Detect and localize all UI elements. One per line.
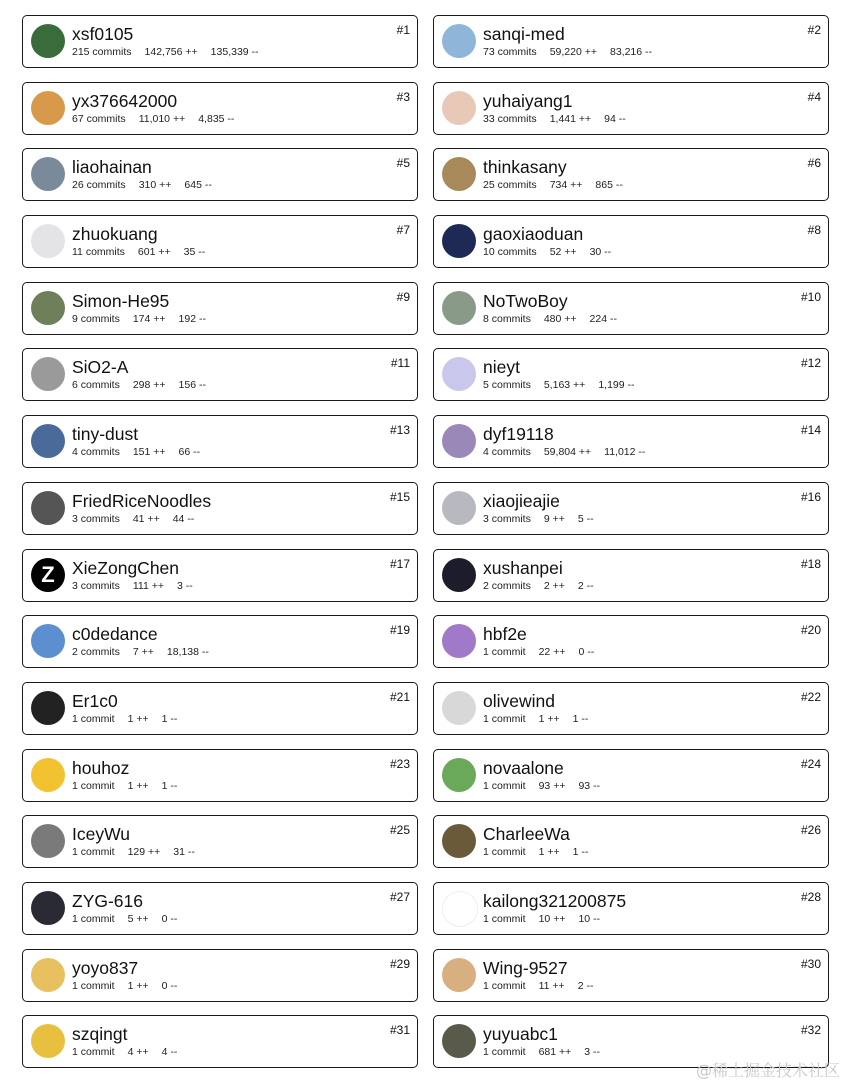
contributor-name[interactable]: NoTwoBoy [483,290,568,311]
rank-badge: #25 [389,823,410,838]
contributor-name[interactable]: IceyWu [72,824,131,845]
contributor-name[interactable]: yoyo837 [72,957,139,978]
deletions-count: 3 -- [584,1046,601,1059]
deletions-count: 3 -- [177,579,193,592]
additions-count: 111 ++ [132,579,164,592]
contributor-stats [72,580,206,593]
commit-count: 1 commit [483,979,526,992]
avatar[interactable] [31,24,65,58]
avatar[interactable] [442,91,476,125]
avatar[interactable] [442,558,476,592]
contributor-stats [483,713,601,726]
rank-badge: #19 [389,623,410,638]
contributor-stats [483,246,624,259]
deletions-count: 44 -- [172,512,195,525]
commit-count: 1 commit [483,1046,526,1059]
avatar[interactable] [442,624,476,658]
commit-count: 8 commits [483,312,531,325]
rank-badge: #1 [396,23,410,37]
contributor-stats [72,913,190,926]
additions-count: 93 ++ [538,779,566,792]
additions-count: 10 ++ [538,912,566,925]
rank-badge: #21 [389,689,410,704]
contributor-card[interactable] [22,348,418,401]
contributor-stats [72,646,222,659]
contributor-card[interactable] [433,749,829,802]
contributor-stats [483,313,630,326]
avatar[interactable] [442,891,478,927]
rank-badge: #18 [800,556,821,571]
additions-count: 1,441 ++ [549,112,592,125]
additions-count: 5,163 ++ [543,379,586,392]
contributor-card[interactable] [433,282,829,335]
contributor-card[interactable] [22,15,418,68]
deletions-count: 0 -- [578,646,595,659]
deletions-count: 0 -- [161,912,178,925]
additions-count: 142,756 ++ [144,46,198,58]
additions-count: 52 ++ [549,246,577,259]
contributor-name[interactable]: xsf0105 [72,24,134,44]
avatar[interactable] [442,758,476,792]
rank-badge: #31 [389,1023,410,1038]
commit-count: 10 commits [483,246,537,259]
additions-count: 2 ++ [543,579,565,592]
contributor-name[interactable]: gaoxiaoduan [483,224,584,245]
commit-count: 2 commits [72,646,120,659]
contributor-name[interactable]: Simon-He95 [72,290,170,311]
avatar-letter: Z [41,561,55,587]
contributor-card[interactable] [433,348,829,401]
deletions-count: 83,216 -- [609,46,653,58]
commit-count: 1 commit [483,912,526,925]
commit-count: 1 commit [72,779,115,792]
additions-count: 59,220 ++ [549,46,597,58]
rank-badge: #20 [800,623,821,638]
contributor-stats [483,846,601,859]
deletions-count: 1 -- [572,712,589,725]
commit-count: 215 commits [72,46,132,58]
avatar[interactable] [31,691,65,725]
commit-count: 67 commits [72,112,126,125]
deletions-count: 66 -- [178,446,201,459]
rank-badge: #24 [800,756,821,771]
additions-count: 5 ++ [127,912,149,925]
contributor-name[interactable]: zhuokuang [72,224,158,245]
contributor-card[interactable] [22,949,418,1002]
rank-badge: #3 [396,89,410,104]
additions-count: 480 ++ [543,312,577,325]
avatar[interactable] [442,224,476,258]
contributor-name[interactable]: kailong321200875 [483,890,627,911]
commit-count: 33 commits [483,112,537,125]
contributor-stats [72,113,247,126]
contributor-name[interactable]: CharleeWa [483,824,570,845]
commit-count: 1 commit [72,979,115,992]
contributor-name[interactable]: sanqi-med [483,24,565,44]
contributor-card[interactable] [433,882,829,935]
rank-badge: #16 [800,489,821,504]
rank-badge: #9 [396,289,410,304]
contributor-name[interactable]: xiaojieajie [483,490,560,511]
deletions-count: 1,199 -- [598,379,635,392]
contributor-card[interactable] [22,1015,418,1068]
contributor-name[interactable]: ZYG-616 [72,890,143,911]
contributor-name[interactable]: olivewind [483,690,555,711]
deletions-count: 10 -- [578,912,601,925]
avatar[interactable] [442,1024,476,1058]
rank-badge: #22 [800,689,821,704]
contributor-stats [72,313,219,326]
deletions-count: 4 -- [161,1046,178,1059]
additions-count: 1 ++ [127,979,149,992]
contributor-card[interactable] [22,482,418,535]
rank-badge: #12 [800,356,821,371]
contributor-card[interactable] [22,82,418,135]
deletions-count: 1 -- [572,846,589,859]
contributor-name[interactable]: houhoz [72,757,130,778]
contributor-stats [483,513,607,526]
contributor-stats [483,446,658,459]
additions-count: 734 ++ [549,179,583,192]
avatar[interactable] [31,891,65,925]
additions-count: 9 ++ [543,512,565,525]
commit-count: 3 commits [72,512,120,525]
contributor-name[interactable]: xushanpei [483,557,563,578]
additions-count: 174 ++ [132,312,166,325]
rank-badge: #32 [800,1023,821,1038]
contributor-card[interactable] [22,148,418,201]
commit-count: 26 commits [72,179,126,192]
contributor-name[interactable]: Er1c0 [72,690,118,711]
commit-count: 1 commit [483,779,526,792]
contributors-grid [22,15,829,1068]
avatar[interactable] [442,491,476,525]
contributor-name[interactable]: tiny-dust [72,424,139,445]
additions-count: 151 ++ [132,446,166,459]
rank-badge: #26 [800,823,821,838]
avatar[interactable] [31,357,65,391]
commit-count: 73 commits [483,46,537,58]
contributor-card[interactable] [433,415,829,468]
contributor-stats [72,513,207,526]
contributor-stats [72,713,190,726]
deletions-count: 2 -- [577,579,594,592]
contributor-card[interactable] [22,615,418,668]
contributor-stats [72,246,218,259]
additions-count: 7 ++ [132,646,154,659]
rank-badge: #2 [807,23,821,37]
avatar[interactable] [442,291,476,325]
commit-count: 11 commits [72,246,125,259]
deletions-count: 30 -- [589,246,612,259]
contributor-name[interactable]: yx376642000 [72,90,178,111]
avatar[interactable] [31,624,65,658]
additions-count: 59,804 ++ [543,446,592,459]
rank-badge: #30 [800,956,821,971]
contributor-stats [483,46,665,59]
avatar[interactable] [31,91,65,125]
contributor-card[interactable] [433,615,829,668]
commit-count: 3 commits [483,512,531,525]
contributor-card[interactable] [433,549,829,602]
commit-count: 4 commits [72,446,120,459]
contributor-card[interactable] [433,682,829,735]
additions-count: 11,010 ++ [138,112,186,125]
contributor-stats [72,179,225,192]
commit-count: 5 commits [483,379,531,392]
contributor-stats [483,646,607,659]
contributor-name[interactable]: nieyt [483,357,520,378]
avatar[interactable] [442,958,476,992]
contributor-stats [72,846,208,859]
contributor-stats [483,580,607,593]
avatar[interactable] [31,224,65,258]
rank-badge: #5 [396,156,410,171]
additions-count: 1 ++ [538,712,560,725]
deletions-count: 0 -- [161,979,178,992]
additions-count: 1 ++ [127,712,149,725]
contributor-card[interactable] [433,815,829,868]
avatar[interactable] [31,558,65,592]
rank-badge: #8 [807,223,821,238]
avatar[interactable] [31,824,65,858]
deletions-count: 93 -- [578,779,601,792]
contributor-card[interactable] [22,682,418,735]
additions-count: 41 ++ [132,512,160,525]
rank-badge: #28 [800,889,821,904]
contributor-name[interactable]: FriedRiceNoodles [72,490,212,511]
rank-badge: #7 [396,223,410,238]
contributor-name[interactable]: yuyuabc1 [483,1024,558,1045]
avatar[interactable] [31,491,65,525]
additions-count: 22 ++ [538,646,566,659]
contributor-card[interactable] [22,882,418,935]
contributor-card[interactable] [22,215,418,268]
contributor-stats [483,913,613,926]
deletions-count: 2 -- [577,979,594,992]
deletions-count: 135,339 -- [210,46,259,58]
additions-count: 310 ++ [138,179,172,192]
contributor-card[interactable] [433,949,829,1002]
additions-count: 681 ++ [538,1046,572,1059]
avatar[interactable] [31,958,65,992]
contributor-stats [72,446,213,459]
contributor-name[interactable]: SiO2-A [72,357,129,378]
avatar[interactable] [442,691,476,725]
rank-badge: #27 [389,889,410,904]
avatar[interactable] [442,157,476,191]
deletions-count: 18,138 -- [166,646,209,659]
commit-count: 4 commits [483,446,531,459]
deletions-count: 94 -- [604,112,626,125]
commit-count: 9 commits [72,312,120,325]
commit-count: 2 commits [483,579,531,592]
contributor-stats [72,46,272,59]
contributor-name[interactable]: XieZongChen [72,557,180,578]
rank-badge: #29 [389,956,410,971]
deletions-count: 156 -- [178,379,206,392]
contributor-stats [483,780,613,793]
rank-badge: #15 [389,489,410,504]
contributor-card[interactable] [433,215,829,268]
contributor-card[interactable] [433,148,829,201]
contributor-stats [483,379,648,392]
contributor-card[interactable] [433,82,829,135]
rank-badge: #13 [389,423,410,438]
contributor-name[interactable]: liaohainan [72,157,152,178]
contributor-name[interactable]: szqingt [72,1024,128,1045]
additions-count: 129 ++ [127,846,161,859]
rank-badge: #6 [807,156,821,171]
avatar[interactable] [31,291,65,325]
avatar[interactable] [442,424,476,458]
contributor-stats [483,1046,613,1059]
additions-count: 601 ++ [137,246,171,259]
avatar[interactable] [31,758,65,792]
avatar[interactable] [31,1024,65,1058]
contributor-name[interactable]: hbf2e [483,624,527,645]
contributor-card[interactable] [22,815,418,868]
avatar[interactable] [442,824,476,858]
commit-count: 6 commits [72,379,120,392]
contributor-name[interactable]: Wing-9527 [483,957,568,978]
additions-count: 1 ++ [538,846,560,859]
watermark: @稀土掘金技术社区 [695,1061,840,1080]
contributor-card[interactable] [433,482,829,535]
contributor-stats [483,113,639,126]
contributor-name[interactable]: thinkasany [483,157,567,178]
deletions-count: 865 -- [595,179,623,192]
contributor-name[interactable]: c0dedance [72,624,158,645]
rank-badge: #11 [390,356,410,371]
rank-badge: #23 [389,756,410,771]
commit-count: 3 commits [72,579,120,592]
contributor-stats [72,980,190,993]
commit-count: 1 commit [483,646,526,659]
contributor-card[interactable] [22,282,418,335]
deletions-count: 35 -- [183,246,206,259]
deletions-count: 4,835 -- [198,112,235,125]
commit-count: 1 commit [72,912,115,925]
contributor-stats [483,179,636,192]
avatar[interactable] [31,424,65,458]
contributor-card[interactable] [22,549,418,602]
commit-count: 1 commit [483,712,526,725]
deletions-count: 645 -- [184,179,212,192]
contributor-card[interactable] [22,749,418,802]
additions-count: 1 ++ [127,779,149,792]
contributor-stats [72,379,219,392]
contributor-name[interactable]: novaalone [483,757,564,778]
deletions-count: 31 -- [173,846,195,859]
contributor-stats [72,1046,190,1059]
avatar[interactable] [31,157,65,191]
rank-badge: #10 [800,289,821,304]
additions-count: 4 ++ [127,1046,149,1059]
contributor-card[interactable] [433,15,829,68]
avatar[interactable] [442,357,476,391]
deletions-count: 192 -- [178,312,206,325]
contributor-stats [72,780,190,793]
rank-badge: #4 [807,89,821,104]
commit-count: 1 commit [72,1046,115,1059]
contributor-card[interactable] [22,415,418,468]
contributor-name[interactable]: dyf19118 [483,424,554,445]
commit-count: 25 commits [483,179,537,192]
commit-count: 1 commit [72,846,115,859]
contributor-name[interactable]: yuhaiyang1 [483,90,573,111]
rank-badge: #14 [800,423,821,438]
rank-badge: #17 [389,556,410,571]
contributor-stats [483,980,606,993]
commit-count: 1 commit [483,846,526,859]
additions-count: 11 ++ [538,979,565,992]
deletions-count: 224 -- [589,312,617,325]
deletions-count: 1 -- [161,712,178,725]
avatar[interactable] [442,24,476,58]
deletions-count: 11,012 -- [604,446,646,459]
deletions-count: 5 -- [577,512,594,525]
deletions-count: 1 -- [161,779,178,792]
additions-count: 298 ++ [132,379,166,392]
commit-count: 1 commit [72,712,115,725]
